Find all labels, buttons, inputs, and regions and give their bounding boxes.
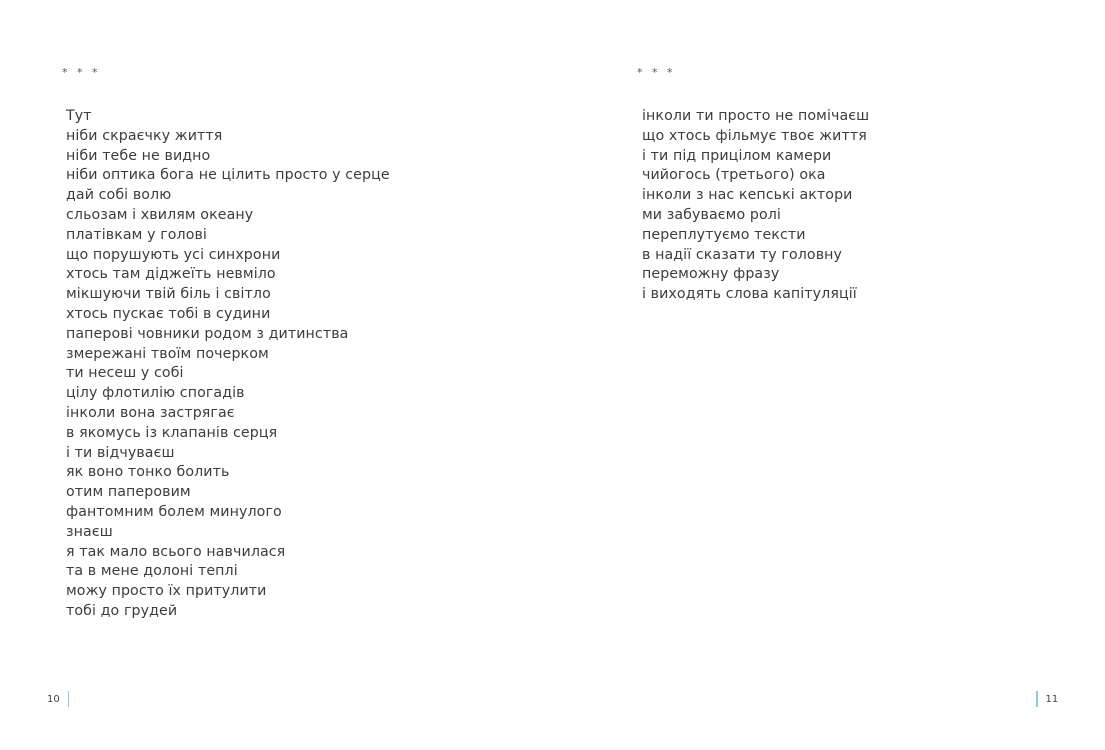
page-number: 11: [1045, 693, 1059, 705]
poem-line: і виходять слова капітуляції: [642, 286, 857, 303]
poem-line: інколи з нас кепські актори: [642, 187, 853, 204]
poem-line: змережані твоїм почерком: [66, 345, 269, 362]
section-separator: * * *: [62, 66, 101, 79]
poem-line: як воно тонко болить: [66, 464, 230, 481]
poem-line: і ти під прицілом камери: [642, 147, 832, 164]
poem-line: що хтось фільмує твоє життя: [642, 127, 867, 144]
poem-line: тобі до грудей: [66, 602, 178, 619]
section-separator: * * *: [637, 66, 676, 79]
poem-line: ти несеш у собі: [66, 365, 184, 382]
poem-line: знаєш: [66, 523, 113, 540]
left-page: [0, 0, 552, 750]
poem-line: платівкам у голові: [66, 226, 207, 243]
folio-bar: [1036, 691, 1038, 707]
poem-line: що порушують усі синхрони: [66, 246, 281, 263]
poem-line: в надії сказати ту головну: [642, 246, 843, 263]
right-page: [552, 0, 1105, 750]
poem-right: [642, 107, 869, 305]
poem-line: мікшуючи твій біль і світло: [66, 286, 271, 303]
poem-line: ніби тебе не видно: [66, 147, 211, 164]
poem-line: отим паперовим: [66, 484, 191, 501]
poem-line: дай собі волю: [66, 187, 172, 204]
poem-line: ніби оптика бога не цілить просто у серце: [66, 167, 390, 184]
poem-line: в якомусь із клапанів серця: [66, 424, 278, 441]
poem-line: інколи вона застрягає: [66, 404, 235, 421]
page-number: 10: [47, 693, 60, 705]
poem-line: і ти відчуваєш: [66, 444, 175, 461]
poem-line: фантомним болем минулого: [66, 503, 282, 520]
page-number-right: [1036, 691, 1058, 707]
poem-line: та в мене долоні теплі: [66, 563, 238, 580]
poem-line: інколи ти просто не помічаєш: [642, 108, 870, 124]
poem-line: хтось пускає тобі в судини: [66, 305, 271, 322]
poem-line: переплутуємо тексти: [642, 226, 806, 243]
page-number-left: [47, 691, 69, 707]
poem-left: [66, 107, 390, 622]
poem-line: переможну фразу: [642, 266, 780, 283]
poem-line: можу просто їх притулити: [66, 583, 267, 600]
poem-line: паперові човники родом з дитинства: [66, 325, 349, 342]
folio-bar: [68, 691, 70, 707]
poem-line: цілу флотилію спогадів: [66, 385, 245, 402]
poem-line: я так мало всього навчилася: [66, 543, 286, 560]
poem-line: ми забуваємо ролі: [642, 206, 781, 223]
poem-line: сльозам і хвилям океану: [66, 206, 254, 223]
poem-line: ніби скраєчку життя: [66, 127, 223, 144]
poem-line: Тут: [66, 108, 92, 124]
poem-line: чийогось (третього) ока: [642, 167, 826, 184]
poem-line: хтось там діджеїть невміло: [66, 266, 276, 283]
